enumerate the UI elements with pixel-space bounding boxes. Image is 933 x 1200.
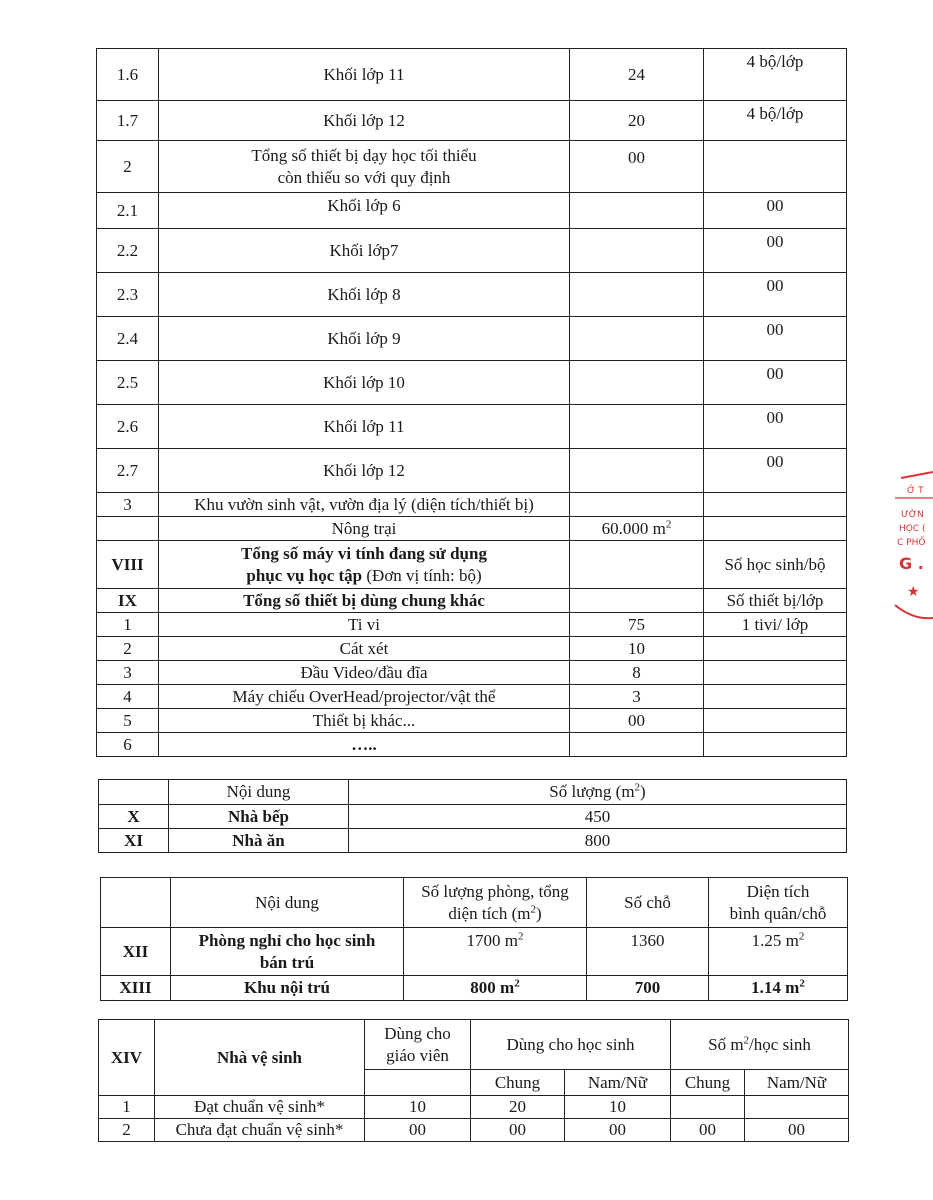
header-rooms-line2: diện tích (m — [448, 903, 531, 923]
header-teacher — [365, 1020, 471, 1070]
header-per-rest: /học sinh — [749, 1034, 811, 1054]
row-number: 6 — [97, 733, 159, 757]
header-quantity-label: Số lượng (m — [549, 782, 635, 801]
section-number: IX — [97, 589, 159, 613]
stamp-text-line: G . — [899, 554, 924, 573]
row-name — [171, 928, 404, 976]
row-quantity — [570, 317, 704, 361]
section-number: VIII — [97, 541, 159, 589]
header-content: Nội dung — [169, 780, 349, 805]
stamp-text-line: HỌC ( — [899, 524, 926, 534]
section-title: Tổng số thiết bị dùng chung khác — [159, 589, 570, 613]
area-value: 800 m — [470, 978, 515, 997]
row-note — [704, 637, 847, 661]
row-name-line1: Tổng số thiết bị dạy học tối thiểu — [251, 145, 477, 165]
header-teacher-line1: Dùng cho — [384, 1023, 451, 1043]
section-title-bold: phục vụ học tập — [246, 565, 363, 585]
subheader-common-m2: Chung — [671, 1070, 745, 1096]
row-number: 1 — [99, 1096, 155, 1119]
row-gender: 10 — [565, 1096, 671, 1119]
row-quantity — [570, 273, 704, 317]
row-note: 00 — [704, 317, 847, 361]
row-note: 00 — [704, 361, 847, 405]
unit-superscript: 2 — [517, 930, 524, 943]
area-value: 1700 m — [466, 931, 518, 950]
row-name: Khu nội trú — [171, 976, 404, 1001]
row-common: 20 — [471, 1096, 565, 1119]
row-note: 00 — [704, 193, 847, 229]
header-teacher-line2: giáo viên — [386, 1045, 449, 1065]
row-number: 2.2 — [97, 229, 159, 273]
section-note: Số học sinh/bộ — [704, 541, 847, 589]
table-row — [97, 449, 847, 493]
row-note — [704, 685, 847, 709]
section-title-line1: Tổng số máy vi tính đang sử dụng — [241, 543, 487, 563]
section-title-unit: (Đơn vị tính: bộ) — [362, 565, 482, 585]
row-name: Nhà ăn — [169, 829, 349, 853]
unit-superscript: 2 — [634, 781, 641, 794]
row-quantity — [570, 193, 704, 229]
table-row — [97, 361, 847, 405]
row-note: 00 — [704, 273, 847, 317]
row-number: XIII — [101, 976, 171, 1001]
row-teacher: 10 — [365, 1096, 471, 1119]
row-name: ….. — [159, 733, 570, 757]
equipment-table — [96, 48, 847, 757]
row-name: Chưa đạt chuẩn vệ sinh* — [155, 1119, 365, 1142]
row-seats: 700 — [587, 976, 709, 1001]
row-number: 1.6 — [97, 49, 159, 101]
row-number: 2.6 — [97, 405, 159, 449]
row-m2-gender: 00 — [745, 1119, 849, 1142]
table-header — [101, 878, 848, 928]
table-header — [99, 780, 847, 805]
table-row — [97, 229, 847, 273]
header-content: Nội dung — [171, 878, 404, 928]
section-quantity — [570, 589, 704, 613]
table-row — [97, 273, 847, 317]
table-row — [99, 1096, 849, 1119]
row-name-line2: còn thiếu so với quy định — [277, 167, 451, 187]
row-number: 3 — [97, 661, 159, 685]
header-rooms-line1: Số lượng phòng, tổng — [421, 881, 569, 901]
row-quantity — [570, 733, 704, 757]
row-quantity: 10 — [570, 637, 704, 661]
boarding-table — [100, 877, 848, 1001]
row-quantity: 3 — [570, 685, 704, 709]
kitchen-table — [98, 779, 847, 853]
stamp-text-line: ƯỜN — [901, 510, 924, 520]
section-quantity — [570, 541, 704, 589]
table-row — [97, 517, 847, 541]
unit-superscript: 2 — [665, 517, 672, 530]
unit-superscript: 2 — [514, 977, 520, 990]
row-note: 4 bộ/lớp — [704, 49, 847, 101]
row-number: 2.3 — [97, 273, 159, 317]
toilet-table — [98, 1019, 849, 1142]
row-teacher: 00 — [365, 1119, 471, 1142]
row-number — [97, 517, 159, 541]
row-quantity — [570, 493, 704, 517]
row-m2-gender — [745, 1096, 849, 1119]
row-name: Đạt chuẩn vệ sinh* — [155, 1096, 365, 1119]
header-average — [709, 878, 848, 928]
row-number: 2 — [99, 1119, 155, 1142]
header-rooms-close: ) — [535, 903, 542, 923]
section-title — [159, 541, 570, 589]
stamp-text-line: Ở T — [907, 486, 924, 496]
table-row — [101, 928, 848, 976]
subheader-gender: Nam/Nữ — [565, 1070, 671, 1096]
section-viii-row — [97, 541, 847, 589]
table-row — [97, 685, 847, 709]
row-name: Khối lớp 9 — [159, 317, 570, 361]
row-quantity — [570, 361, 704, 405]
table-header — [99, 1020, 849, 1070]
row-note: 00 — [704, 229, 847, 273]
average-value: 1.25 m — [751, 931, 799, 950]
row-quantity: 00 — [570, 709, 704, 733]
row-note: 1 tivi/ lớp — [704, 613, 847, 637]
row-number: 2 — [97, 141, 159, 193]
table-row — [99, 829, 847, 853]
row-note — [704, 709, 847, 733]
table-row — [97, 193, 847, 229]
header-student: Dùng cho học sinh — [471, 1020, 671, 1070]
row-note — [704, 493, 847, 517]
row-quantity — [570, 449, 704, 493]
row-number: XI — [99, 829, 169, 853]
row-name: Khối lớp 12 — [159, 449, 570, 493]
row-number: 1 — [97, 613, 159, 637]
unit-superscript: 2 — [799, 977, 805, 990]
row-name: Nông trại — [159, 517, 570, 541]
row-number: X — [99, 805, 169, 829]
table-row — [97, 613, 847, 637]
row-seats: 1360 — [587, 928, 709, 976]
table-row — [97, 733, 847, 757]
row-name: Khối lớp 10 — [159, 361, 570, 405]
table-row — [97, 317, 847, 361]
row-quantity — [570, 405, 704, 449]
row-m2-common: 00 — [671, 1119, 745, 1142]
section-note: Số thiết bị/lớp — [704, 589, 847, 613]
header-name: Nhà vệ sinh — [155, 1020, 365, 1096]
row-name: Khối lớp7 — [159, 229, 570, 273]
row-note: 00 — [704, 405, 847, 449]
header-per-label: Số m — [708, 1034, 744, 1054]
table-row — [101, 976, 848, 1001]
stamp-text-line: C PHỐ — [897, 538, 926, 548]
row-number: 2.7 — [97, 449, 159, 493]
table-row — [99, 1119, 849, 1142]
header-average-line1: Diện tích — [746, 881, 810, 901]
quantity-value: 60.000 m — [601, 518, 666, 538]
table-row — [97, 49, 847, 101]
row-note — [704, 141, 847, 193]
row-quantity: 24 — [570, 49, 704, 101]
row-name: Khối lớp 11 — [159, 405, 570, 449]
star-icon: ★ — [907, 584, 920, 600]
row-quantity: 00 — [570, 141, 704, 193]
row-name-line2: bán trú — [259, 952, 315, 972]
header-quantity — [349, 780, 847, 805]
unit-superscript: 2 — [743, 1033, 750, 1046]
row-quantity — [570, 517, 704, 541]
unit-superscript: 2 — [530, 902, 536, 915]
table-row — [97, 661, 847, 685]
subheader-gender-m2: Nam/Nữ — [745, 1070, 849, 1096]
row-number: 2.5 — [97, 361, 159, 405]
header-quantity-close: ) — [640, 782, 646, 801]
row-name: Máy chiếu OverHead/projector/vật thể — [159, 685, 570, 709]
row-name: Khối lớp 6 — [159, 193, 570, 229]
row-quantity — [570, 229, 704, 273]
row-name: Thiết bị khác... — [159, 709, 570, 733]
row-number: XII — [101, 928, 171, 976]
row-note — [704, 733, 847, 757]
row-name: Đầu Video/đầu đĩa — [159, 661, 570, 685]
row-quantity: 20 — [570, 101, 704, 141]
row-note: 00 — [704, 449, 847, 493]
table-row — [99, 805, 847, 829]
row-quantity: 75 — [570, 613, 704, 637]
row-name: Ti vi — [159, 613, 570, 637]
row-note — [704, 661, 847, 685]
row-value: 800 — [349, 829, 847, 853]
official-stamp — [893, 470, 933, 620]
subheader-blank — [365, 1070, 471, 1096]
table-row — [97, 101, 847, 141]
row-name: Khối lớp 11 — [159, 49, 570, 101]
row-number: 2.4 — [97, 317, 159, 361]
table-row — [97, 493, 847, 517]
row-number: 1.7 — [97, 101, 159, 141]
table-row — [97, 637, 847, 661]
header-rooms — [404, 878, 587, 928]
row-number: 3 — [97, 493, 159, 517]
header-seats: Số chỗ — [587, 878, 709, 928]
table-row — [97, 141, 847, 193]
section-ix-row — [97, 589, 847, 613]
row-gender: 00 — [565, 1119, 671, 1142]
table-row — [97, 405, 847, 449]
row-number: 2.1 — [97, 193, 159, 229]
subheader-common: Chung — [471, 1070, 565, 1096]
row-name — [159, 141, 570, 193]
row-note — [704, 517, 847, 541]
row-name: Khối lớp 8 — [159, 273, 570, 317]
row-average — [709, 928, 848, 976]
row-quantity: 8 — [570, 661, 704, 685]
unit-superscript: 2 — [798, 930, 805, 943]
row-number: 4 — [97, 685, 159, 709]
row-note: 4 bộ/lớp — [704, 101, 847, 141]
row-name: Cát xét — [159, 637, 570, 661]
row-name: Khu vườn sinh vật, vườn địa lý (diện tích/thiết bị) — [159, 493, 570, 517]
row-name: Khối lớp 12 — [159, 101, 570, 141]
row-area — [404, 976, 587, 1001]
row-area — [404, 928, 587, 976]
header-number — [101, 878, 171, 928]
header-number — [99, 780, 169, 805]
header-number: XIV — [99, 1020, 155, 1096]
row-name: Nhà bếp — [169, 805, 349, 829]
row-name-line1: Phòng nghỉ cho học sinh — [198, 930, 376, 950]
row-number: 2 — [97, 637, 159, 661]
row-value: 450 — [349, 805, 847, 829]
row-average — [709, 976, 848, 1001]
row-number: 5 — [97, 709, 159, 733]
table-row — [97, 709, 847, 733]
row-m2-common — [671, 1096, 745, 1119]
header-average-line2: bình quân/chỗ — [729, 903, 827, 923]
row-common: 00 — [471, 1119, 565, 1142]
header-per-student — [671, 1020, 849, 1070]
average-value: 1.14 m — [751, 978, 800, 997]
